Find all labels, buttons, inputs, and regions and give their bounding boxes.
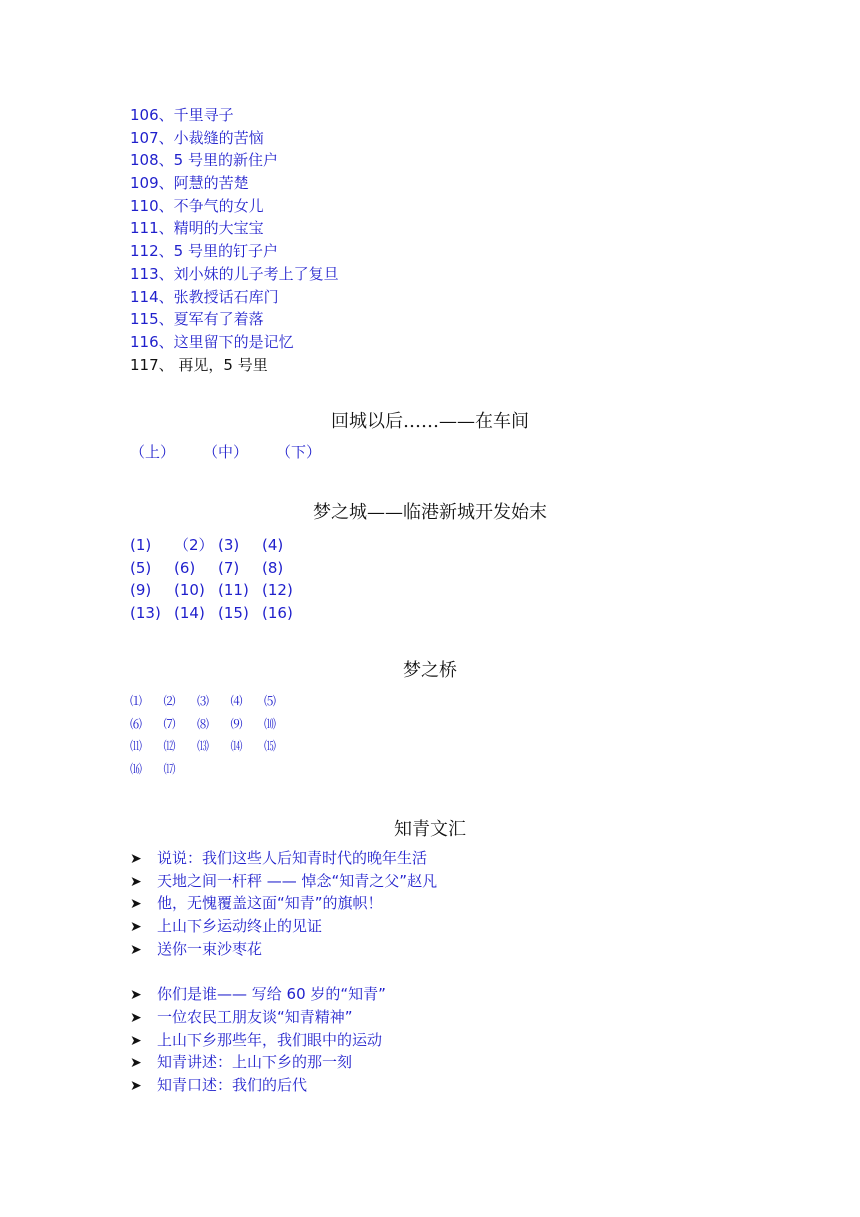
arrow-bullet-icon: ➤: [130, 1009, 142, 1026]
dream-bridge-part-link[interactable]: ⑹: [130, 716, 143, 731]
essay-link[interactable]: 送你一束沙枣花: [157, 939, 263, 958]
dream-bridge-part-link[interactable]: ⑾: [130, 739, 143, 754]
chapter-link[interactable]: 114、张教授话石库门: [130, 287, 279, 306]
essay-link[interactable]: 一位农民工朋友谈“知青精神”: [157, 1007, 353, 1026]
dream-city-part-link[interactable]: (6): [174, 558, 196, 577]
section-title-dream-city: 梦之城——临港新城开发始末: [313, 502, 547, 523]
essay-item: [130, 983, 437, 1006]
essay-item: [130, 1006, 437, 1029]
dream-city-part-link[interactable]: (8): [262, 558, 284, 577]
dream-bridge-part-link[interactable]: ⒁: [230, 739, 243, 754]
essay-link[interactable]: 上山下乡运动终止的见证: [157, 917, 323, 936]
dream-city-part-link[interactable]: (12): [262, 581, 293, 600]
essay-item: [130, 915, 437, 938]
arrow-bullet-icon: ➤: [130, 1032, 142, 1049]
section-title-essays: 知青文汇: [394, 819, 466, 840]
chapter-link[interactable]: 116、这里留下的是记忆: [130, 332, 294, 351]
link-row: [130, 579, 306, 602]
essay-item: [130, 1051, 437, 1074]
chapter-link[interactable]: 112、5 号里的钉子户: [130, 242, 278, 261]
arrow-bullet-icon: ➤: [130, 1055, 142, 1072]
link-row: [130, 557, 306, 580]
essay-link[interactable]: 知青口述：我们的后代: [157, 1075, 308, 1094]
link-row: [130, 713, 298, 736]
essay-item: [130, 892, 437, 915]
dream-city-part-link[interactable]: (3): [218, 536, 240, 554]
dream-city-part-link[interactable]: (10): [174, 581, 205, 600]
dream-bridge-part-link[interactable]: ⑻: [197, 716, 210, 731]
arrow-bullet-icon: ➤: [130, 851, 142, 867]
link-row: [130, 735, 298, 758]
arrow-bullet-icon: ➤: [130, 941, 142, 958]
essay-link[interactable]: 知青讲述：上山下乡的那一刻: [157, 1053, 353, 1072]
link-row: [130, 602, 306, 625]
link-row: [130, 534, 306, 557]
dream-bridge-part-link[interactable]: ⒀: [197, 739, 210, 754]
arrow-bullet-icon: ➤: [130, 896, 142, 913]
chapter-list: [130, 104, 339, 376]
dream-city-links: [130, 534, 306, 625]
dream-bridge-part-link[interactable]: ⑽: [264, 716, 277, 731]
dream-bridge-part-link[interactable]: ⑶: [197, 694, 210, 708]
dream-bridge-part-link[interactable]: ⑴: [130, 694, 143, 708]
arrow-bullet-icon: ➤: [130, 919, 142, 936]
dream-city-part-link[interactable]: (9): [130, 581, 152, 600]
dream-bridge-links: [130, 690, 298, 780]
section-title-dream-bridge: 梦之桥: [403, 660, 457, 681]
arrow-bullet-icon: ➤: [130, 987, 142, 1004]
essay-item: [130, 1029, 437, 1052]
dream-bridge-part-link[interactable]: ⑿: [163, 739, 176, 754]
dream-bridge-part-link[interactable]: ⒂: [264, 739, 277, 754]
dream-city-part-link[interactable]: (13): [130, 604, 161, 623]
list-spacer: [130, 960, 437, 983]
dream-bridge-part-link[interactable]: ⑵: [163, 694, 176, 708]
dream-city-part-link[interactable]: (16): [262, 604, 293, 623]
essay-link[interactable]: 你们是谁—— 写给 60 岁的“知青”: [157, 985, 386, 1004]
chapter-link[interactable]: 115、夏军有了着落: [130, 310, 264, 329]
chapter-link[interactable]: 111、精明的大宝宝: [130, 219, 264, 238]
essay-item: [130, 1074, 437, 1097]
dream-bridge-part-link[interactable]: ⒄: [163, 761, 176, 776]
essay-list: [130, 847, 437, 1097]
essay-link[interactable]: 说说：我们这些人后知青时代的晚年生活: [157, 849, 428, 867]
dream-city-part-link[interactable]: (11): [218, 581, 249, 600]
dream-bridge-part-link[interactable]: ⒃: [130, 761, 143, 776]
part-link-lower[interactable]: （下）: [276, 443, 322, 461]
chapter-link[interactable]: 108、5 号里的新住户: [130, 151, 278, 170]
dream-bridge-part-link[interactable]: ⑼: [230, 716, 243, 731]
dream-city-part-link[interactable]: (4): [262, 536, 284, 554]
chapter-link[interactable]: 109、阿慧的苦楚: [130, 174, 249, 193]
chapter-link[interactable]: 106、千里寻子: [130, 106, 234, 124]
chapter-link[interactable]: 110、不争气的女儿: [130, 196, 264, 215]
arrow-bullet-icon: ➤: [130, 1077, 142, 1094]
essay-link[interactable]: 上山下乡那些年，我们眼中的运动: [157, 1030, 383, 1049]
essay-link[interactable]: 他，无愧覆盖这面“知青”的旗帜！: [157, 894, 383, 913]
workshop-parts: [130, 441, 349, 462]
dream-city-part-link[interactable]: (1): [130, 536, 152, 554]
part-link-upper[interactable]: （上）: [130, 443, 176, 461]
essay-item: [130, 870, 437, 893]
dream-city-part-link[interactable]: (14): [174, 604, 205, 623]
chapter-link[interactable]: 117、 再见，5 号里: [130, 355, 268, 374]
essay-item: [130, 847, 437, 870]
dream-city-part-link[interactable]: (7): [218, 558, 240, 577]
link-row: [130, 690, 298, 713]
chapter-link[interactable]: 113、刘小妹的儿子考上了复旦: [130, 264, 339, 283]
part-link-middle[interactable]: （中）: [203, 443, 249, 461]
essay-link[interactable]: 天地之间一杆秤 —— 悼念“知青之父”赵凡: [157, 871, 438, 890]
chapter-link[interactable]: 107、小裁缝的苦恼: [130, 128, 264, 147]
link-row: [130, 758, 298, 781]
essay-item: [130, 938, 437, 961]
dream-bridge-part-link[interactable]: ⑺: [163, 716, 176, 731]
dream-city-part-link[interactable]: (15): [218, 604, 249, 623]
dream-bridge-part-link[interactable]: ⑸: [264, 694, 277, 708]
dream-bridge-part-link[interactable]: ⑷: [230, 694, 243, 708]
dream-city-part-link[interactable]: (5): [130, 558, 152, 577]
arrow-bullet-icon: ➤: [130, 873, 142, 890]
section-title-workshop: 回城以后……——在车间: [331, 411, 529, 432]
dream-city-part-link[interactable]: （2）: [174, 536, 214, 554]
